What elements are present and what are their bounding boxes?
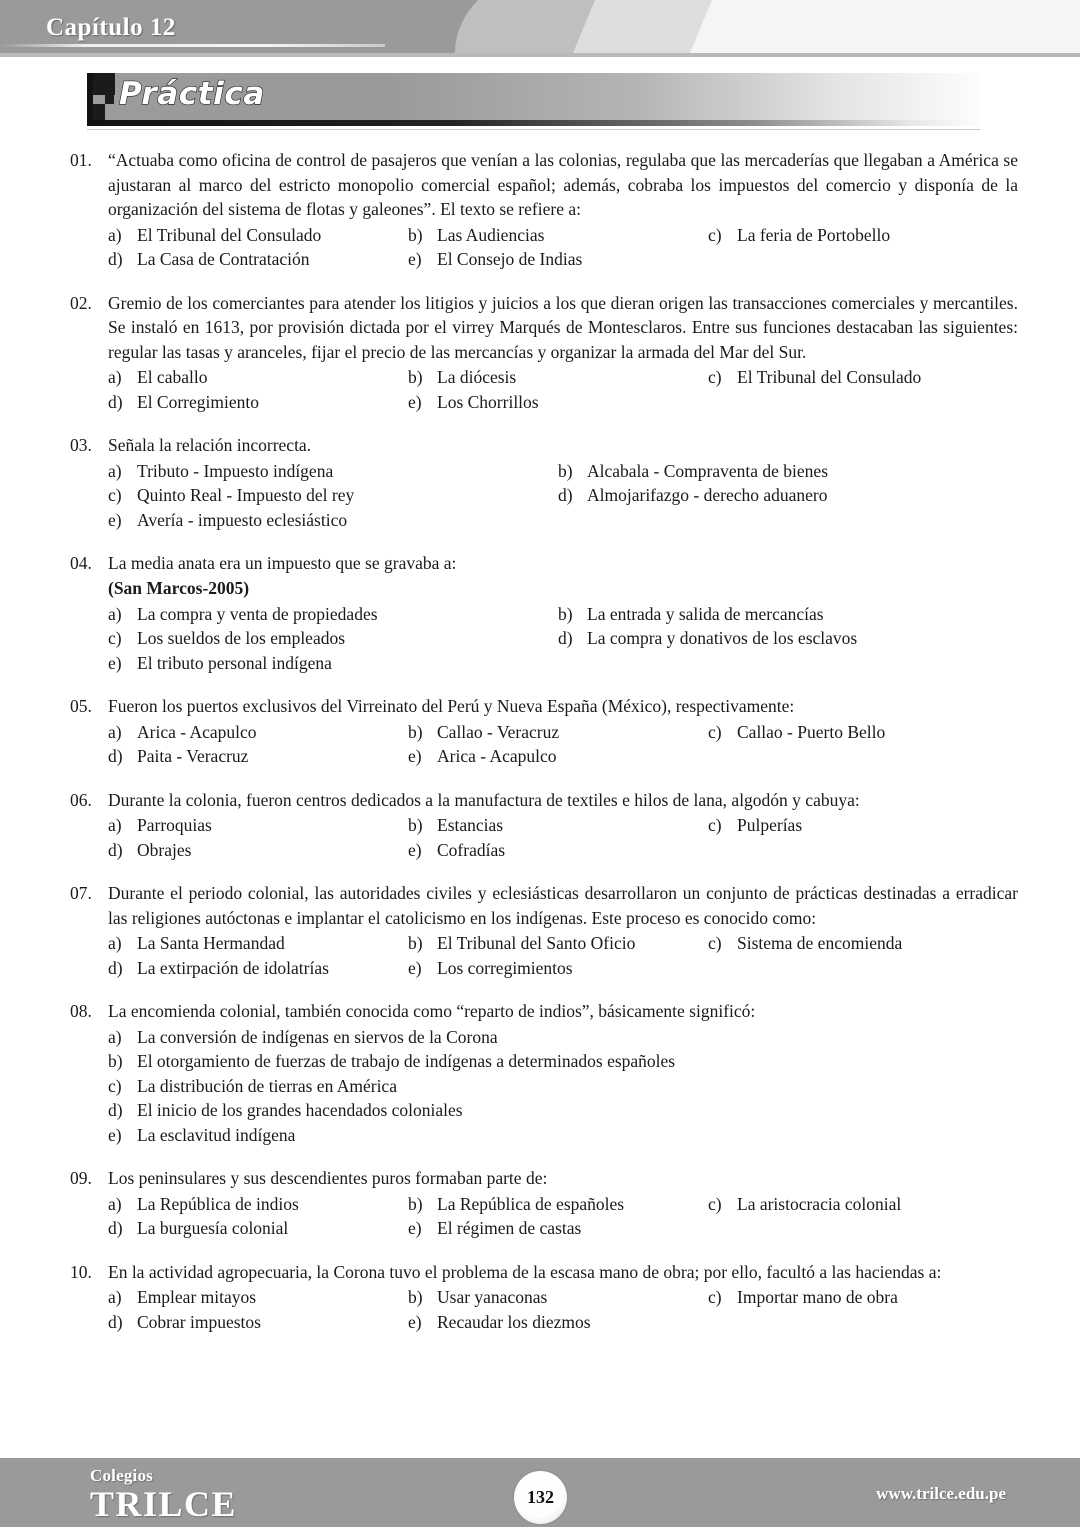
option-letter: b) bbox=[558, 460, 573, 481]
option-letter: d) bbox=[108, 1311, 123, 1332]
question-head bbox=[70, 999, 1018, 1024]
option-row bbox=[108, 1310, 1018, 1335]
option-letter: e) bbox=[408, 746, 422, 766]
option-row bbox=[108, 956, 1018, 981]
option-letter: a) bbox=[108, 815, 122, 835]
option-text: Estancias bbox=[437, 815, 504, 835]
option-text: La distribución de tierras en América bbox=[137, 1075, 397, 1096]
option-text: Emplear mitayos bbox=[137, 1287, 257, 1307]
option-letter: d) bbox=[108, 746, 123, 766]
option-choice[interactable] bbox=[408, 931, 708, 956]
option-letter: d) bbox=[108, 1218, 123, 1238]
option-row bbox=[108, 744, 1018, 769]
option-text: La República de españoles bbox=[437, 1193, 625, 1214]
option-choice[interactable] bbox=[408, 1192, 708, 1217]
option-row bbox=[108, 813, 1018, 838]
page-number-badge: 132 bbox=[514, 1471, 567, 1524]
option-letter: e) bbox=[108, 1124, 122, 1145]
options-list bbox=[108, 1025, 1018, 1148]
option-row bbox=[108, 931, 1018, 956]
option-text: Los sueldos de los empleados bbox=[137, 628, 346, 648]
option-choice[interactable] bbox=[108, 720, 408, 745]
option-choice[interactable] bbox=[108, 390, 408, 415]
option-text: La aristocracia colonial bbox=[737, 1193, 902, 1214]
options-list bbox=[108, 223, 1018, 272]
option-row bbox=[108, 651, 1018, 676]
option-text: El Tribunal del Consulado bbox=[137, 224, 322, 245]
option-text: El régimen de castas bbox=[437, 1218, 582, 1238]
option-choice[interactable] bbox=[558, 459, 828, 484]
option-choice[interactable] bbox=[108, 1074, 397, 1099]
option-row bbox=[108, 508, 1018, 533]
option-text: Obrajes bbox=[137, 839, 192, 860]
option-letter: c) bbox=[108, 485, 122, 505]
option-choice[interactable] bbox=[108, 508, 347, 533]
question-stem: Durante el periodo colonial, las autoridades civiles y eclesiásticas desarrollaron un conjunto de prácticas destinadas a erradicar las religiones autóctonas e implantar el catolicismo en los indígenas. Este proceso es conocido como: bbox=[108, 883, 1018, 928]
option-choice[interactable] bbox=[108, 602, 558, 627]
option-letter: d) bbox=[108, 1100, 123, 1120]
option-letter: b) bbox=[408, 933, 423, 953]
question-head bbox=[70, 694, 1018, 719]
options-list bbox=[108, 459, 1018, 533]
option-letter: b) bbox=[408, 815, 423, 835]
option-choice[interactable] bbox=[558, 626, 857, 651]
option-choice[interactable] bbox=[408, 813, 708, 838]
option-letter: c) bbox=[708, 1193, 722, 1214]
option-text: Sistema de encomienda bbox=[737, 933, 903, 953]
option-text: El tributo personal indígena bbox=[137, 652, 332, 673]
option-choice[interactable] bbox=[558, 602, 824, 627]
option-text: La entrada y salida de mercancías bbox=[587, 603, 824, 624]
options-list bbox=[108, 813, 1018, 862]
option-letter: c) bbox=[708, 815, 722, 835]
option-choice[interactable] bbox=[108, 931, 408, 956]
option-letter: e) bbox=[408, 249, 422, 269]
option-text: El otorgamiento de fuerzas de trabajo de indígenas a determinados españoles bbox=[137, 1051, 676, 1071]
option-choice[interactable] bbox=[108, 365, 408, 390]
option-choice[interactable] bbox=[708, 365, 921, 390]
option-letter: e) bbox=[408, 839, 422, 860]
option-text: El Tribunal del Consulado bbox=[737, 367, 922, 387]
question-number: 06. bbox=[70, 789, 92, 810]
option-choice[interactable] bbox=[708, 1285, 898, 1310]
option-letter: b) bbox=[408, 224, 423, 245]
option-choice[interactable] bbox=[108, 813, 408, 838]
question-item bbox=[0, 694, 1080, 769]
option-text: Callao - Veracruz bbox=[437, 721, 560, 742]
option-text: Arica - Acapulco bbox=[137, 721, 257, 742]
option-row bbox=[108, 483, 1018, 508]
option-choice[interactable] bbox=[408, 365, 708, 390]
option-letter: e) bbox=[408, 957, 422, 978]
option-choice[interactable] bbox=[408, 838, 505, 863]
option-letter: a) bbox=[108, 224, 122, 245]
option-choice[interactable] bbox=[708, 813, 802, 838]
option-text: El Consejo de Indias bbox=[437, 249, 583, 269]
option-text: Avería - impuesto eclesiástico bbox=[137, 509, 348, 530]
option-row bbox=[108, 1192, 1018, 1217]
option-row bbox=[108, 602, 1018, 627]
header-bottom-rule bbox=[0, 53, 1080, 57]
option-choice[interactable] bbox=[708, 720, 885, 745]
option-letter: c) bbox=[108, 1075, 122, 1096]
option-letter: d) bbox=[108, 249, 123, 269]
option-choice[interactable] bbox=[108, 1123, 295, 1148]
options-list bbox=[108, 720, 1018, 769]
question-head bbox=[70, 148, 1018, 222]
option-letter: a) bbox=[108, 933, 122, 953]
option-letter: b) bbox=[558, 603, 573, 624]
option-letter: b) bbox=[408, 367, 423, 387]
option-choice[interactable] bbox=[408, 720, 708, 745]
question-source: (San Marcos-2005) bbox=[108, 577, 250, 598]
option-letter: c) bbox=[708, 933, 722, 953]
question-item bbox=[0, 291, 1080, 415]
option-letter: e) bbox=[408, 1311, 422, 1332]
question-stem: Señala la relación incorrecta. bbox=[108, 435, 312, 455]
question-stem: Durante la colonia, fueron centros dedicados a la manufactura de textiles e hilos de lana, algodón y cabuya: bbox=[108, 789, 860, 810]
brand-logo bbox=[90, 1466, 237, 1523]
option-row bbox=[108, 390, 1018, 415]
question-head bbox=[70, 1260, 1018, 1285]
options-list bbox=[108, 1192, 1018, 1241]
option-text: La esclavitud indígena bbox=[137, 1124, 296, 1145]
question-number: 09. bbox=[70, 1168, 92, 1188]
option-letter: c) bbox=[708, 721, 722, 742]
option-letter: b) bbox=[408, 1193, 423, 1214]
question-head bbox=[70, 1166, 1018, 1191]
option-text: Arica - Acapulco bbox=[437, 746, 557, 766]
question-stem: “Actuaba como oficina de control de pasajeros que venían a las colonias, regulaba que las mercaderías que llegaban a América se ajustaran al marco del estricto monopolio comercial español; además, cobraba los impuestos del comercio y disponía de la organización del sistema de flotas y galeones”. El texto se refiere a: bbox=[108, 150, 1018, 219]
question-item bbox=[0, 1166, 1080, 1241]
option-choice[interactable] bbox=[108, 1025, 498, 1050]
option-choice[interactable] bbox=[108, 1216, 408, 1241]
option-text: Cofradías bbox=[437, 839, 506, 860]
question-stem: La encomienda colonial, también conocida como “reparto de indios”, básicamente significó: bbox=[108, 1001, 756, 1021]
option-choice[interactable] bbox=[108, 1285, 408, 1310]
option-text: Quinto Real - Impuesto del rey bbox=[137, 485, 355, 505]
option-text: Recaudar los diezmos bbox=[437, 1311, 591, 1332]
page-title: Capítulo 12 bbox=[46, 14, 176, 41]
option-text: El Tribunal del Santo Oficio bbox=[437, 933, 636, 953]
option-choice[interactable] bbox=[408, 956, 573, 981]
option-letter: d) bbox=[108, 839, 123, 860]
question-head bbox=[70, 788, 1018, 813]
option-choice[interactable] bbox=[408, 1285, 708, 1310]
option-text: La Casa de Contratación bbox=[137, 249, 310, 269]
question-head bbox=[70, 291, 1018, 365]
option-text: Las Audiencias bbox=[437, 224, 545, 245]
question-item bbox=[0, 148, 1080, 272]
chapter-underline bbox=[0, 44, 385, 47]
question-head bbox=[70, 433, 1018, 458]
option-choice[interactable] bbox=[108, 1049, 675, 1074]
options-list bbox=[108, 602, 1018, 676]
option-text: Alcabala - Compraventa de bienes bbox=[587, 460, 829, 481]
option-text: Tributo - Impuesto indígena bbox=[137, 460, 334, 481]
option-text: Pulperías bbox=[737, 815, 803, 835]
option-letter: a) bbox=[108, 603, 122, 624]
option-letter: c) bbox=[708, 367, 722, 387]
section-title: Práctica bbox=[119, 76, 265, 112]
option-row bbox=[108, 838, 1018, 863]
option-choice[interactable] bbox=[408, 1216, 581, 1241]
question-stem: Los peninsulares y sus descendientes puros formaban parte de: bbox=[108, 1168, 548, 1188]
questions-container bbox=[0, 148, 1080, 1353]
option-choice[interactable] bbox=[558, 483, 828, 508]
option-letter: a) bbox=[108, 721, 122, 742]
question-number: 07. bbox=[70, 883, 92, 903]
option-letter: c) bbox=[708, 1287, 722, 1307]
option-letter: b) bbox=[408, 1287, 423, 1307]
brand-logo-main-text: TRILCE bbox=[90, 1484, 238, 1524]
option-text: Los Chorrillos bbox=[437, 391, 539, 412]
option-letter: a) bbox=[108, 1193, 122, 1214]
option-choice[interactable] bbox=[108, 459, 558, 484]
option-choice[interactable] bbox=[108, 1192, 408, 1217]
option-choice[interactable] bbox=[708, 931, 902, 956]
option-choice[interactable] bbox=[108, 1098, 463, 1123]
question-item bbox=[0, 433, 1080, 532]
question-stem: En la actividad agropecuaria, la Corona tuvo el problema de la escasa mano de obra; por ello, facultó a las haciendas a: bbox=[108, 1261, 942, 1282]
question-head bbox=[70, 551, 1018, 576]
option-row bbox=[108, 459, 1018, 484]
question-head bbox=[70, 881, 1018, 930]
option-text: La República de indios bbox=[137, 1193, 299, 1214]
option-letter: d) bbox=[108, 957, 123, 978]
option-choice[interactable] bbox=[408, 223, 708, 248]
square-bullet-icon bbox=[105, 95, 114, 104]
option-letter: a) bbox=[108, 1287, 122, 1307]
option-row bbox=[108, 247, 1018, 272]
option-choice[interactable] bbox=[108, 247, 408, 272]
option-row bbox=[108, 1049, 1018, 1074]
question-item bbox=[0, 999, 1080, 1147]
option-text: El inicio de los grandes hacendados coloniales bbox=[137, 1100, 463, 1120]
option-text: La diócesis bbox=[437, 367, 517, 387]
square-block-small-icon bbox=[93, 104, 105, 120]
option-letter: b) bbox=[408, 721, 423, 742]
option-choice[interactable] bbox=[108, 651, 332, 676]
question-item bbox=[0, 881, 1080, 980]
option-text: Parroquias bbox=[137, 815, 212, 835]
option-row bbox=[108, 720, 1018, 745]
option-text: La extirpación de idolatrías bbox=[137, 957, 329, 978]
option-choice[interactable] bbox=[108, 956, 408, 981]
section-title-bar bbox=[75, 73, 980, 128]
option-row bbox=[108, 1216, 1018, 1241]
options-list bbox=[108, 931, 1018, 980]
question-number: 01. bbox=[70, 150, 92, 170]
option-text: Almojarifazgo - derecho aduanero bbox=[587, 485, 828, 505]
footer-website-url: www.trilce.edu.pe bbox=[876, 1484, 1006, 1503]
option-text: La feria de Portobello bbox=[737, 224, 891, 245]
option-text: El Corregimiento bbox=[137, 391, 259, 412]
option-row bbox=[108, 1285, 1018, 1310]
page-header-band bbox=[0, 0, 1080, 57]
option-row bbox=[108, 626, 1018, 651]
option-choice[interactable] bbox=[108, 626, 558, 651]
options-list bbox=[108, 365, 1018, 414]
question-item bbox=[0, 788, 1080, 863]
option-letter: e) bbox=[408, 1218, 422, 1238]
question-number: 05. bbox=[70, 696, 92, 716]
options-list bbox=[108, 1285, 1018, 1334]
option-letter: d) bbox=[558, 485, 573, 505]
option-row bbox=[108, 1123, 1018, 1148]
option-row bbox=[108, 1098, 1018, 1123]
option-letter: a) bbox=[108, 367, 122, 387]
option-letter: c) bbox=[108, 628, 122, 648]
question-item bbox=[0, 551, 1080, 675]
option-choice[interactable] bbox=[408, 744, 557, 769]
option-letter: a) bbox=[108, 1026, 122, 1047]
option-choice[interactable] bbox=[108, 1310, 408, 1335]
option-row bbox=[108, 223, 1018, 248]
section-title-bar-shadow bbox=[93, 120, 980, 126]
option-text: El caballo bbox=[137, 367, 208, 387]
option-row bbox=[108, 1074, 1018, 1099]
question-stem: La media anata era un impuesto que se gravaba a: bbox=[108, 553, 457, 573]
option-choice[interactable] bbox=[408, 247, 582, 272]
option-letter: d) bbox=[108, 391, 123, 412]
option-text: Cobrar impuestos bbox=[137, 1311, 261, 1332]
option-text: Los corregimientos bbox=[437, 957, 573, 978]
square-block-icon bbox=[93, 73, 115, 95]
option-text: La Santa Hermandad bbox=[137, 933, 285, 953]
option-choice[interactable] bbox=[108, 744, 408, 769]
option-text: Importar mano de obra bbox=[737, 1287, 898, 1307]
option-text: La burguesía colonial bbox=[137, 1218, 289, 1238]
option-letter: e) bbox=[108, 652, 122, 673]
question-item bbox=[0, 1260, 1080, 1335]
option-letter: e) bbox=[108, 509, 122, 530]
option-text: La compra y donativos de los esclavos bbox=[587, 628, 858, 648]
option-letter: c) bbox=[708, 224, 722, 245]
option-text: La compra y venta de propiedades bbox=[137, 603, 378, 624]
option-letter: e) bbox=[408, 391, 422, 412]
option-text: Paita - Veracruz bbox=[137, 746, 249, 766]
section-title-underline bbox=[87, 129, 980, 130]
option-letter: b) bbox=[108, 1051, 123, 1071]
option-text: La conversión de indígenas en siervos de la Corona bbox=[137, 1026, 498, 1047]
option-row bbox=[108, 365, 1018, 390]
option-letter: d) bbox=[558, 628, 573, 648]
option-choice[interactable] bbox=[108, 483, 558, 508]
question-number: 10. bbox=[70, 1261, 92, 1282]
question-number: 03. bbox=[70, 435, 92, 455]
question-number: 04. bbox=[70, 553, 92, 573]
option-text: Usar yanaconas bbox=[437, 1287, 548, 1307]
option-row bbox=[108, 1025, 1018, 1050]
option-choice[interactable] bbox=[708, 1192, 901, 1217]
option-text: Callao - Puerto Bello bbox=[737, 721, 886, 742]
option-choice[interactable] bbox=[408, 1310, 591, 1335]
brand-logo-top-text: Colegios bbox=[90, 1466, 153, 1485]
question-number: 02. bbox=[70, 292, 92, 313]
question-stem: Gremio de los comerciantes para atender los litigios y juicios a los que dieran origen las transacciones comerciales y mercantiles. Se instaló en 1613, por provisión dictada por el virrey Marqués de Montesclaros. Entre sus funciones destacaban las siguientes: regular las tasas y aranceles, fijar el precio de las mercancías y organizar la armada del Mar del Sur. bbox=[108, 292, 1018, 362]
option-choice[interactable] bbox=[708, 223, 890, 248]
option-choice[interactable] bbox=[108, 223, 408, 248]
question-stem: Fueron los puertos exclusivos del Virreinato del Perú y Nueva España (México), respectivamente: bbox=[108, 696, 795, 716]
question-number: 08. bbox=[70, 1001, 92, 1021]
option-choice[interactable] bbox=[408, 390, 539, 415]
option-choice[interactable] bbox=[108, 838, 408, 863]
option-letter: a) bbox=[108, 460, 122, 481]
